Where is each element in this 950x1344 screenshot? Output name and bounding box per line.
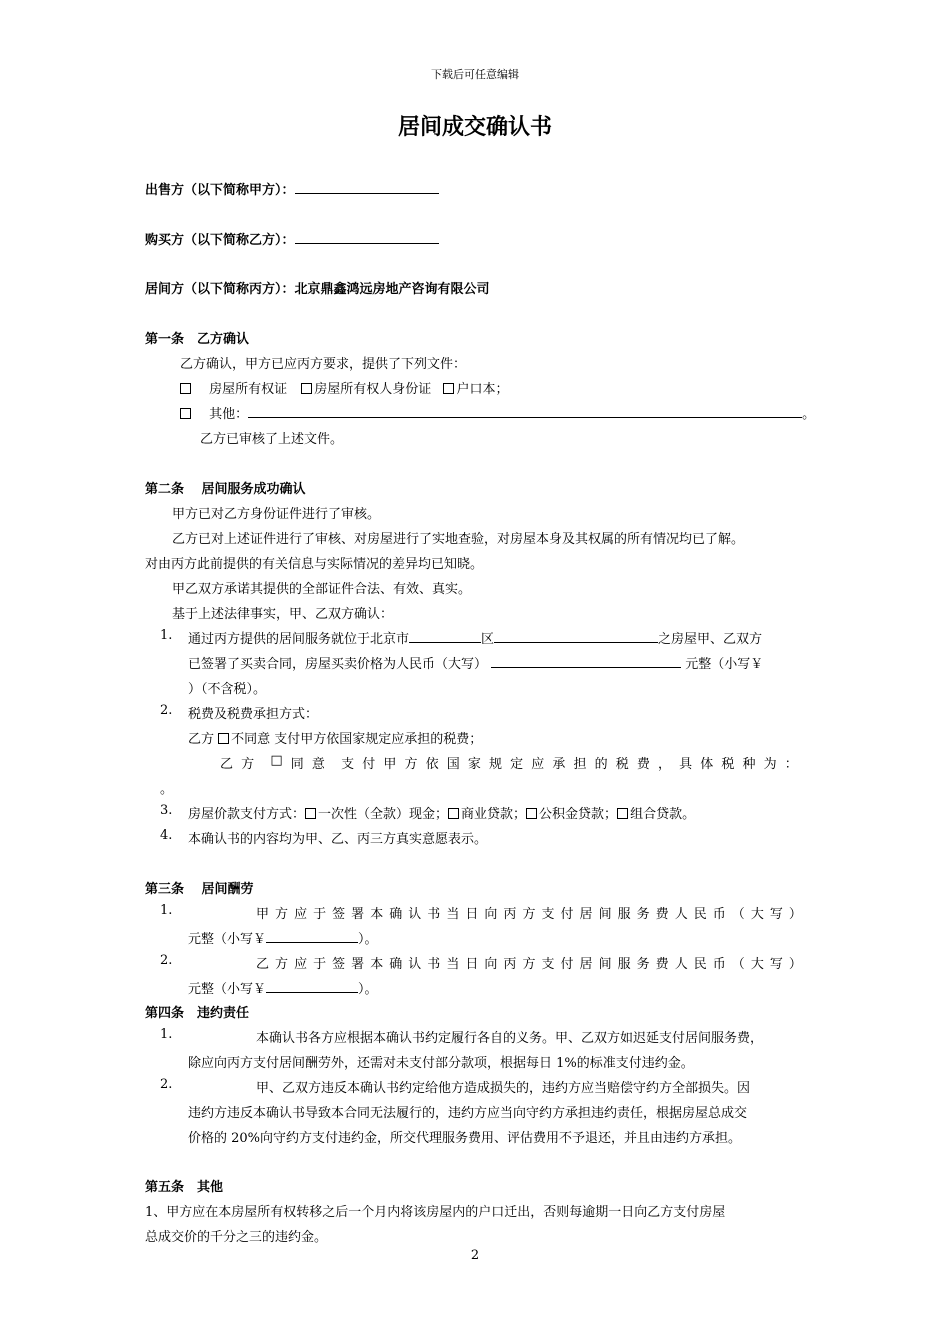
fee-end: ）。 [358, 982, 378, 997]
agent-name: 北京鼎鑫鸿远房地产咨询有限公司 [294, 282, 490, 297]
fee-end: ）。 [358, 932, 378, 947]
item1-text-a: 通过丙方提供的居间服务就位于北京市 [188, 632, 410, 647]
spaced-char: 民 [693, 907, 707, 922]
spaced-char: 规 [489, 757, 503, 772]
spaced-char: ， [658, 757, 672, 772]
spaced-char: 间 [598, 957, 612, 972]
spaced-char: 丙 [503, 957, 517, 972]
spaced-char: 费 [655, 907, 669, 922]
article5-heading: 第五条 其他 [145, 1180, 224, 1195]
spaced-char: 本 [370, 957, 384, 972]
checkbox-icon[interactable] [218, 733, 229, 744]
spaced-char: 应 [294, 907, 308, 922]
spaced-char: 方 [522, 907, 536, 922]
spaced-char: 同 [290, 757, 304, 772]
spaced-char: 丙 [503, 907, 517, 922]
article4-item2-line2: 违约方违反本确认书导致本合同无法履行的，违约方应当向守约方承担违约责任，根据房屋总成交 [188, 1106, 748, 1121]
article2-p2b: 对由丙方此前提供的有关信息与实际情况的差异均已知晓。 [145, 557, 484, 572]
agent-label: 居间方（以下简称丙方）： [145, 282, 295, 297]
spaced-char: 支 [541, 907, 555, 922]
spaced-char: ： [784, 757, 798, 772]
address-blank[interactable] [494, 629, 658, 643]
spaced-char: 乙 [256, 957, 270, 972]
checkbox-icon[interactable] [526, 808, 537, 819]
spaced-char: 写 [769, 907, 783, 922]
spaced-char: 写 [769, 957, 783, 972]
checkbox-icon[interactable] [180, 408, 191, 419]
checkbox-icon[interactable] [301, 383, 312, 394]
checkbox-icon[interactable] [180, 383, 191, 394]
spaced-char: 确 [389, 957, 403, 972]
spaced-char: ） [788, 957, 802, 972]
spaced-char: 应 [294, 957, 308, 972]
spaced-char: 国 [446, 757, 460, 772]
item1-text-e: 元整（小写￥ [685, 657, 764, 672]
spaced-char: 向 [484, 957, 498, 972]
checkbox-icon[interactable] [448, 808, 459, 819]
spaced-char: 方 [275, 957, 289, 972]
article2-item4: 本确认书的内容均为甲、乙、丙三方真实意愿表示。 [188, 832, 488, 847]
article3-item1-line2 [188, 928, 378, 947]
spaced-char: 定 [510, 757, 524, 772]
article5-p1b: 总成交价的千分之三的违约金。 [145, 1230, 328, 1245]
header-note: 下载后可任意编辑 [431, 68, 519, 81]
spaced-char: 人 [674, 907, 688, 922]
spaced-char: 当 [446, 907, 460, 922]
article3-item2-line2 [188, 978, 378, 997]
list-number: 1. [160, 1027, 173, 1042]
option1-text: 不同意 支付甲方依国家规定应承担的税费； [231, 732, 483, 747]
doc-hukou: 户口本； [456, 382, 509, 397]
spaced-char: 向 [484, 907, 498, 922]
article2-item1-line1 [188, 628, 762, 647]
spaced-char: 乙 [220, 757, 234, 772]
spaced-char: 家 [467, 757, 481, 772]
spaced-char: 担 [573, 757, 587, 772]
spaced-char: 体 [700, 757, 714, 772]
page-number: 2 [470, 1248, 480, 1263]
doc-owner-id: 房屋所有权人身份证 [314, 382, 432, 397]
spaced-char: 方 [275, 907, 289, 922]
district-blank[interactable] [409, 629, 481, 643]
fee-blank[interactable] [266, 929, 358, 943]
spaced-char: 书 [427, 957, 441, 972]
spaced-char: 支 [341, 757, 355, 772]
spaced-char: 费 [636, 757, 650, 772]
article1-line1: 乙方确认，甲方已应丙方要求，提供了下列文件： [180, 357, 467, 372]
spaced-char: 税 [721, 757, 735, 772]
article3-heading: 第三条 居间酬劳 [145, 882, 254, 897]
payment-cash: 一次性（全款）现金； [318, 807, 449, 822]
other-label: 其他： [209, 407, 249, 422]
article2-p4: 基于上述法律事实，甲、乙双方确认： [172, 607, 394, 622]
spaced-char: 认 [408, 957, 422, 972]
buyer-blank[interactable] [295, 230, 439, 244]
spaced-char: 税 [615, 757, 629, 772]
spaced-char: 当 [446, 957, 460, 972]
spaced-char: 付 [560, 907, 574, 922]
spaced-char: 方 [241, 757, 255, 772]
buyer-label: 购买方（以下简称乙方）： [145, 233, 295, 248]
spaced-char: 确 [389, 907, 403, 922]
spaced-char: ） [788, 907, 802, 922]
spaced-char: 费 [655, 957, 669, 972]
spaced-char: 日 [465, 907, 479, 922]
spaced-char: 服 [617, 957, 631, 972]
article2-p1: 甲方已对乙方身份证件进行了审核。 [172, 507, 381, 522]
payment-label: 房屋价款支付方式： [188, 807, 306, 822]
payment-combined-loan: 组合贷款。 [630, 807, 696, 822]
spaced-char: （ [731, 907, 745, 922]
spaced-char: 于 [313, 957, 327, 972]
list-number: 4. [160, 828, 173, 843]
spaced-char: 甲 [256, 907, 270, 922]
item1-text-d: 已签署了买卖合同，房屋买卖价格为人民币（大写） [188, 657, 488, 672]
item1-text-b: 区 [481, 632, 495, 647]
buyer-line [145, 229, 439, 248]
spaced-char: 署 [351, 957, 365, 972]
seller-blank[interactable] [295, 180, 439, 194]
article4-item2-line3: 价格的 20%向守约方支付违约金，所交代理服务费用、评估费用不予退还，并且由违约方承担。 [188, 1131, 742, 1146]
spaced-char: 认 [408, 907, 422, 922]
spaced-char: 承 [552, 757, 566, 772]
article1-line3: 乙方已审核了上述文件。 [200, 432, 344, 447]
other-blank[interactable] [248, 404, 802, 418]
spaced-char: 应 [531, 757, 545, 772]
spaced-char: （ [731, 957, 745, 972]
price-upper-blank[interactable] [491, 654, 681, 668]
spaced-char: 方 [522, 957, 536, 972]
spaced-char: 大 [750, 907, 764, 922]
article2-heading: 第二条 居间服务成功确认 [145, 482, 306, 497]
article4-item2-line1: 甲、乙双方违反本确认书约定给他方造成损失的，违约方应当赔偿守约方全部损失。因 [256, 1081, 751, 1096]
payment-provident-loan: 公积金贷款； [539, 807, 618, 822]
article2-p2a: 乙方已对上述证件进行了审核、对房屋进行了实地查验，对房屋本身及其权属的所有情况均已了解。 [172, 532, 745, 547]
spaced-char: 付 [362, 757, 376, 772]
article1-heading: 第一条 乙方确认 [145, 332, 250, 347]
article4-item1-line1: 本确认书各方应根据本确认书约定履行各自的义务。甲、乙双方如迟延支付居间服务费， [256, 1031, 764, 1046]
article2-item2-end: 。 [160, 782, 174, 797]
spaced-char: 付 [560, 957, 574, 972]
spaced-char: 甲 [383, 757, 397, 772]
spaced-char: 意 [311, 757, 325, 772]
spaced-char: 书 [427, 907, 441, 922]
article5-p1a: 1、甲方应在本房屋所有权转移之后一个月内将该房屋内的户口迁出，否则每逾期一日向乙方支付房屋 [145, 1205, 726, 1220]
article2-item1-line3: ）（不含税）。 [188, 682, 267, 697]
list-number: 1. [160, 628, 173, 643]
spaced-char: 本 [370, 907, 384, 922]
spaced-char: 依 [425, 757, 439, 772]
spaced-char: 务 [636, 907, 650, 922]
article3-item2-line1 [256, 953, 802, 972]
list-number: 2. [160, 703, 173, 718]
spaced-char: 种 [742, 757, 756, 772]
fee-text: 元整（小写￥ [188, 982, 267, 997]
article4-heading: 第四条 违约责任 [145, 1006, 250, 1021]
document-title: 居间成交确认书 [397, 115, 552, 140]
list-number: 3. [160, 803, 173, 818]
spaced-char: 间 [598, 907, 612, 922]
spaced-char: 服 [617, 907, 631, 922]
spaced-char: 签 [332, 907, 346, 922]
option1-prefix: 乙方 [188, 732, 215, 747]
spaced-char: 日 [465, 957, 479, 972]
spaced-char: 方 [404, 757, 418, 772]
spaced-char: 人 [674, 957, 688, 972]
article1-other [180, 403, 815, 422]
article3-item1-line1 [256, 903, 802, 922]
spaced-char: 签 [332, 957, 346, 972]
spaced-char: 支 [541, 957, 555, 972]
spaced-char: 于 [313, 907, 327, 922]
list-number: 2. [160, 953, 173, 968]
article4-item1-line2: 除应向丙方支付居间酬劳外，还需对未支付部分款项，根据每日 1%的标准支付违约金。 [188, 1056, 694, 1071]
article2-item2-title: 税费及税费承担方式： [188, 707, 319, 722]
spaced-char: 的 [594, 757, 608, 772]
seller-line [145, 179, 439, 198]
spaced-char: 币 [712, 957, 726, 972]
article2-p3: 甲乙双方承诺其提供的全部证件合法、有效、真实。 [172, 582, 472, 597]
spaced-char: 为 [763, 757, 777, 772]
seller-label: 出售方（以下简称甲方）： [145, 183, 295, 198]
spaced-char: 务 [636, 957, 650, 972]
checkbox-icon[interactable] [305, 808, 316, 819]
fee-text: 元整（小写￥ [188, 932, 267, 947]
article2-item2-option1 [188, 728, 482, 747]
fee-blank[interactable] [266, 979, 358, 993]
payment-commercial-loan: 商业贷款； [461, 807, 527, 822]
article1-docs [180, 378, 508, 397]
other-end: 。 [802, 407, 816, 422]
doc-property-certificate: 房屋所有权证 [209, 382, 288, 397]
item1-text-c: 之房屋甲、乙双方 [658, 632, 763, 647]
article2-item3 [188, 803, 695, 822]
agent-line [145, 278, 490, 297]
spaced-char: 民 [693, 957, 707, 972]
spaced-char: 大 [750, 957, 764, 972]
spaced-char: 具 [679, 757, 693, 772]
article2-item2-option2 [220, 753, 798, 772]
list-number: 2. [160, 1077, 173, 1092]
spaced-char: 居 [579, 957, 593, 972]
spaced-char: 币 [712, 907, 726, 922]
article2-item1-line2 [188, 653, 763, 672]
spaced-char: □ [270, 753, 283, 768]
checkbox-icon[interactable] [617, 808, 628, 819]
spaced-char: 居 [579, 907, 593, 922]
spaced-char: 署 [351, 907, 365, 922]
list-number: 1. [160, 903, 173, 918]
checkbox-icon[interactable] [443, 383, 454, 394]
